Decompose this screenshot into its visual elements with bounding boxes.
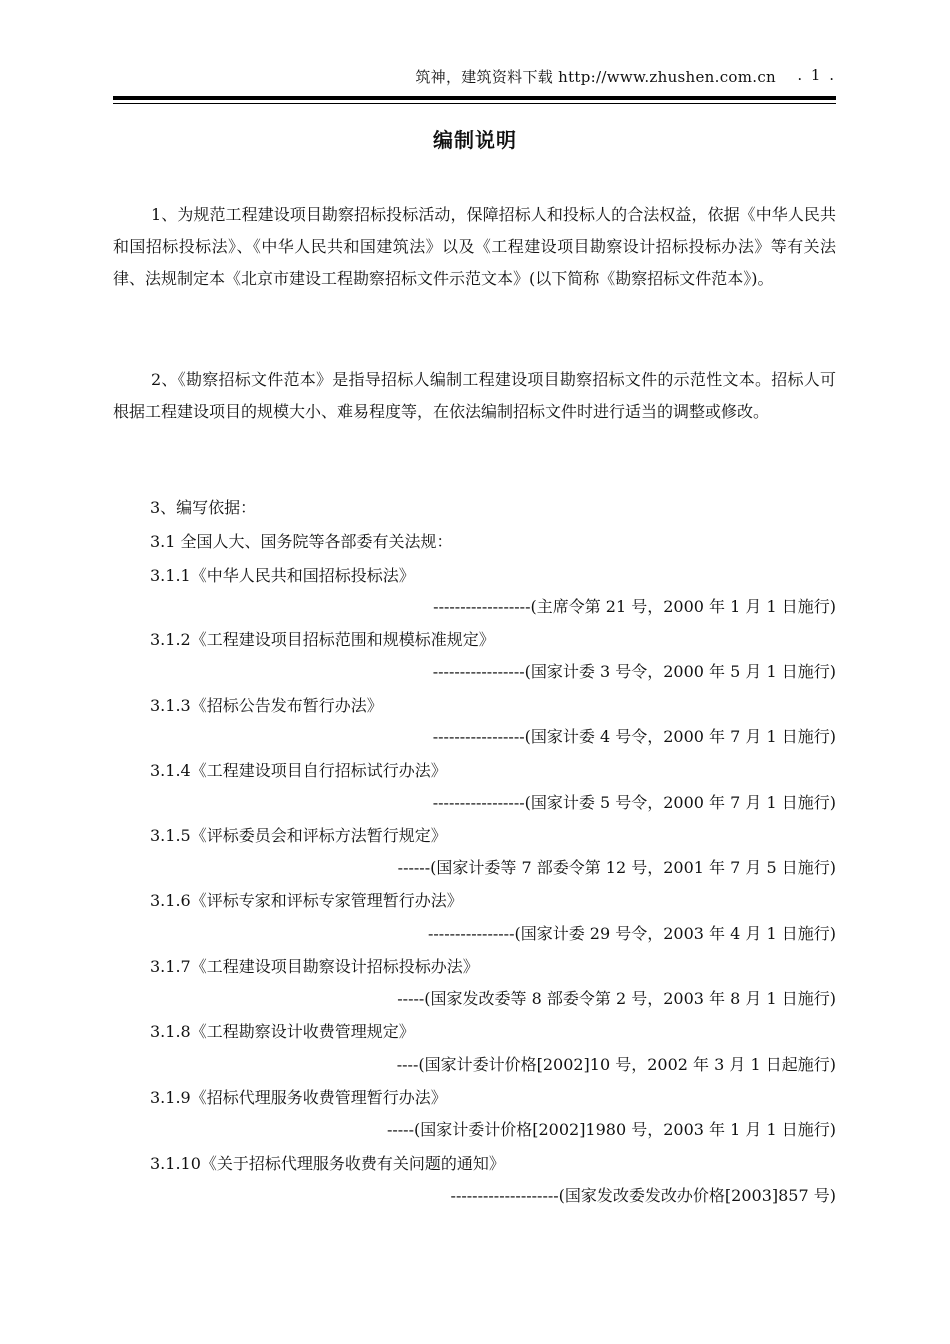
paragraph-2: 2、《勘察招标文件范本》是指导招标人编制工程建设项目勘察招标文件的示范性文本。招标人可根据工程建设项目的规模大小、难易程度等，在依法编制招标文件时进行适当的调整或修改。 xyxy=(113,370,836,421)
header-rule-thin xyxy=(113,103,836,104)
page-title: 编制说明 xyxy=(433,128,517,152)
law-title: 3.1.3《招标公告发布暂行办法》 xyxy=(150,696,383,715)
law-source: ----(国家计委计价格[2002]10 号，2002 年 3 月 1 日起施行) xyxy=(396,1055,836,1074)
law-source: --------------------(国家发改委发改办价格[2003]857 号) xyxy=(450,1186,836,1205)
paragraph-1: 1、为规范工程建设项目勘察招标投标活动，保障招标人和投标人的合法权益，依据《中华人民共和国招标投标法》、《中华人民共和国建筑法》以及《工程建设项目勘察设计招标投标办法》等有关法律、法规制定本《北京市建设工程勘察招标文件示范文本》(以下简称《勘察招标文件范本》)。 xyxy=(113,205,836,288)
law-source: ------(国家计委等 7 部委令第 12 号，2001 年 7 月 5 日施行) xyxy=(397,858,836,877)
basis-subheading: 3.1 全国人大、国务院等各部委有关法规： xyxy=(150,532,453,551)
law-source: -----------------(国家计委 4 号令，2000 年 7 月 1 日施行) xyxy=(432,727,836,746)
header-site-text: 筑神，建筑资料下载 http://www.zhushen.com.cn xyxy=(415,68,776,86)
page-header xyxy=(113,60,836,90)
header-rule-thick xyxy=(113,96,836,100)
basis-heading: 3、编写依据： xyxy=(150,498,257,517)
law-title: 3.1.5《评标委员会和评标方法暂行规定》 xyxy=(150,826,447,845)
law-title: 3.1.4《工程建设项目自行招标试行办法》 xyxy=(150,761,447,780)
law-title: 3.1.8《工程勘察设计收费管理规定》 xyxy=(150,1022,415,1041)
header-page-number: . 1 . xyxy=(797,66,836,84)
law-title: 3.1.6《评标专家和评标专家管理暂行办法》 xyxy=(150,891,463,910)
law-source: ----------------(国家计委 29 号令，2003 年 4 月 1 日施行) xyxy=(427,924,836,943)
law-source: -----(国家计委计价格[2002]1980 号，2003 年 1 月 1 日施行) xyxy=(386,1120,836,1139)
law-source: -----------------(国家计委 3 号令，2000 年 5 月 1 日施行) xyxy=(432,662,836,681)
law-title: 3.1.9《招标代理服务收费管理暂行办法》 xyxy=(150,1088,447,1107)
law-source: ------------------(主席令第 21 号，2000 年 1 月 1 日施行) xyxy=(433,597,836,616)
law-title: 3.1.7《工程建设项目勘察设计招标投标办法》 xyxy=(150,957,479,976)
law-title: 3.1.2《工程建设项目招标范围和规模标准规定》 xyxy=(150,630,495,649)
law-title: 3.1.10《关于招标代理服务收费有关问题的通知》 xyxy=(150,1154,505,1173)
law-source: -----------------(国家计委 5 号令，2000 年 7 月 1 日施行) xyxy=(432,793,836,812)
law-source: -----(国家发改委等 8 部委令第 2 号，2003 年 8 月 1 日施行) xyxy=(397,989,836,1008)
law-title: 3.1.1《中华人民共和国招标投标法》 xyxy=(150,566,415,585)
